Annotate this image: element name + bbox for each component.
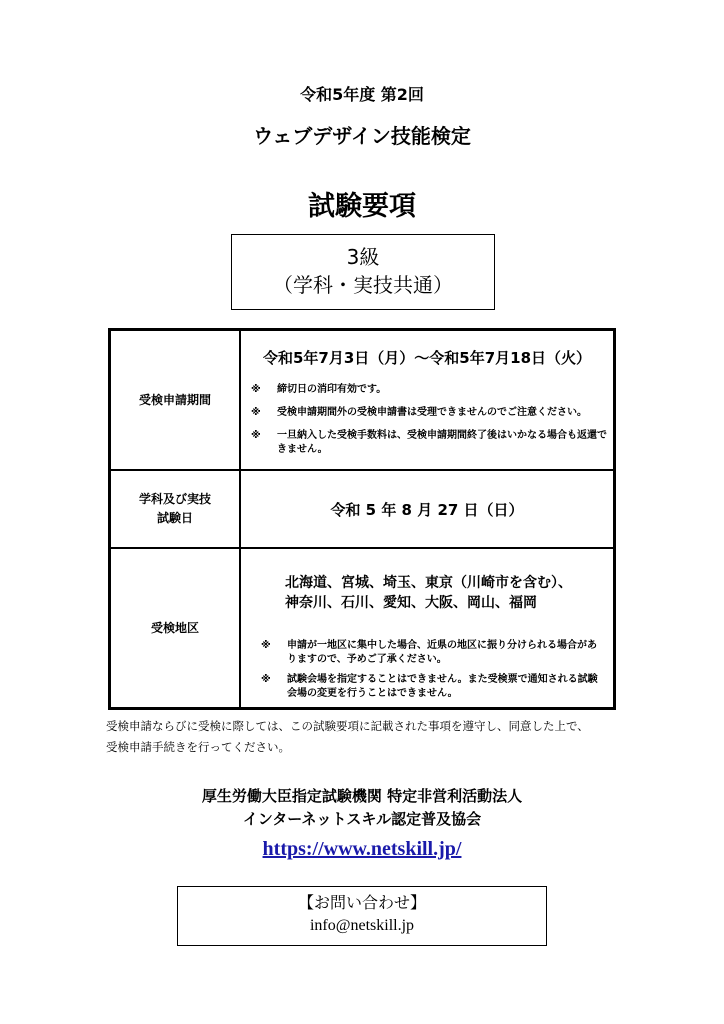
region-list-line1: 北海道、宮城、埼玉、東京（川崎市を含む）、 <box>285 575 572 591</box>
exam-region-label: 受検地区 <box>111 549 241 707</box>
note-mark: ※ <box>251 384 261 395</box>
organization-line1: 厚生労働大臣指定試験機関 特定非営利活動法人 <box>201 787 523 805</box>
region-list-line2: 神奈川、石川、愛知、大阪、岡山、福岡 <box>285 595 537 611</box>
document-title: 試験要項 <box>308 191 416 222</box>
note-mark: ※ <box>251 407 261 418</box>
note-text: 締切日の消印有効です。 <box>277 384 387 395</box>
contact-email[interactable]: info@netskill.jp <box>309 917 415 934</box>
note-text: 受検申請期間外の受検申請書は受理できませんのでご注意ください。 <box>277 407 587 418</box>
contact-box <box>177 886 547 946</box>
application-period-label: 受検申請期間 <box>111 331 241 469</box>
note-mark: ※ <box>261 674 271 685</box>
exam-day-row <box>111 471 613 549</box>
exam-date: 令和 5 年 8 月 27 日（日） <box>330 500 524 519</box>
exam-region-row <box>111 549 613 707</box>
notice-line2: 受検申請手続きを行ってください。 <box>106 740 290 754</box>
application-period-row <box>111 331 613 471</box>
exam-name-title: ウェブデザイン技能検定 <box>253 124 471 148</box>
website-link[interactable]: https://www.netskill.jp/ <box>262 838 462 860</box>
grade-scope: （学科・実技共通） <box>273 273 453 297</box>
exam-day-label <box>111 471 241 547</box>
exam-period-title: 令和5年度 第2回 <box>300 85 424 104</box>
organization-name: インターネットスキル認定普及協会 <box>242 810 482 828</box>
exam-day-label-line1: 学科及び実技 <box>138 492 211 506</box>
exam-info-table <box>108 328 616 710</box>
note-mark: ※ <box>261 640 271 651</box>
exam-day-label-line2: 試験日 <box>156 511 193 525</box>
note-text: 一旦納入した受検手数料は、受検申請期間終了後はいかなる場合も返還できません。 <box>277 430 607 455</box>
grade-label: 3級 <box>346 245 380 269</box>
note-text: 試験会場を指定することはできません。また受検票で通知される試験会場の変更を行うことはできません。 <box>287 674 598 699</box>
note-text: 申請が一地区に集中した場合、近県の地区に振り分けられる場合がありますので、予めご了承ください。 <box>287 640 597 665</box>
contact-heading: 【お問い合わせ】 <box>297 895 426 912</box>
application-period-dates: 令和5年7月3日（月）～令和5年7月18日（火） <box>262 349 592 367</box>
note-mark: ※ <box>251 430 261 441</box>
notice-line1: 受検申請ならびに受検に際しては、この試験要項に記載された事項を遵守し、同意した上で、 <box>106 719 589 733</box>
grade-box <box>231 234 495 310</box>
